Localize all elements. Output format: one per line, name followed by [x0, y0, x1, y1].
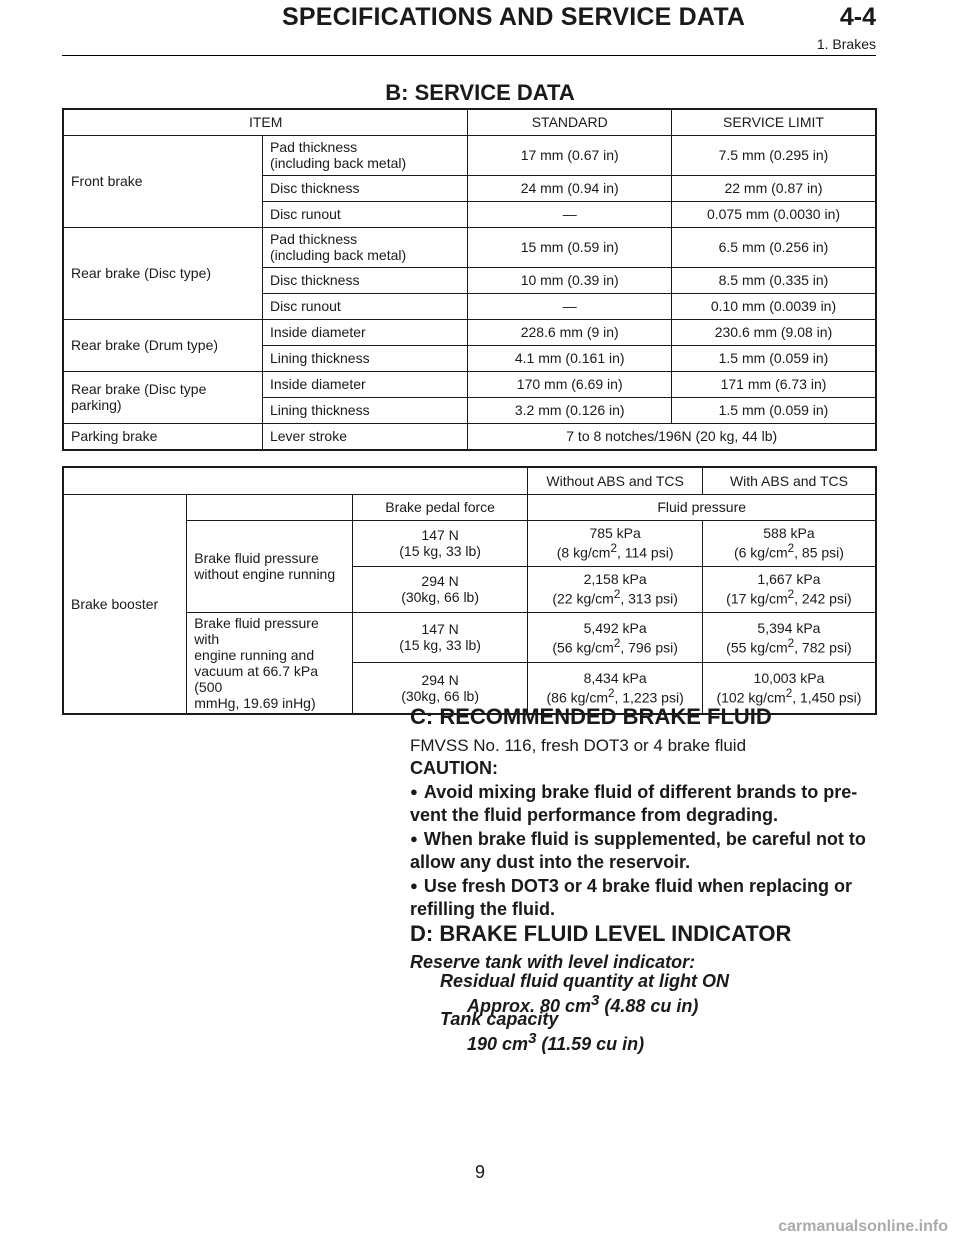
group-label: Brake fluid pressure without engine running: [187, 520, 353, 612]
standard-cell: 10 mm (0.39 in): [468, 267, 672, 293]
header-item: ITEM: [63, 109, 468, 135]
standard-cell: 4.1 mm (0.161 in): [468, 345, 672, 371]
limit-cell: 8.5 mm (0.335 in): [671, 267, 876, 293]
standard-cell: 170 mm (6.69 in): [468, 371, 672, 397]
with-abs-cell: 588 kPa (6 $kg/cm^2$, 85 psi): [702, 520, 876, 566]
caution-label: CAUTION:: [410, 758, 498, 778]
with-abs-cell: 1,667 kPa (17 $kg/cm^2$, 242 psi): [702, 566, 876, 612]
caution-block: [410, 757, 880, 921]
bullet-icon: ●: [410, 878, 418, 893]
bullet-icon: ●: [410, 784, 418, 799]
with-abs-cell: 10,003 kPa (102 $kg/cm^2$, 1,450 psi): [702, 663, 876, 714]
item-cell: Disc thickness: [262, 267, 467, 293]
header-with-abs: With ABS and TCS: [702, 467, 876, 494]
group-label: Rear brake (Drum type): [63, 319, 262, 371]
standard-cell: 228.6 mm (9 in): [468, 319, 672, 345]
item-cell: Pad thickness (including back metal): [262, 227, 467, 267]
with-abs-cell: 5,394 kPa (55 $kg/cm^2$, 782 psi): [702, 612, 876, 663]
section-c-title: C: RECOMMENDED BRAKE FLUID: [410, 704, 772, 729]
limit-cell: 0.075 mm (0.0030 in): [671, 201, 876, 227]
residual-value: Approx. 80 $cm^3$ (4.88 cu in): [467, 992, 699, 1016]
fluid-spec-text: FMVSS No. 116, fresh DOT3 or 4 brake fluid: [410, 736, 747, 755]
limit-cell: 1.5 mm (0.059 in): [671, 397, 876, 423]
table-row: [63, 135, 876, 175]
residual-label: Residual fluid quantity at light ON: [440, 971, 730, 991]
booster-label: Brake booster: [63, 494, 187, 714]
pedal-force-cell: 294 N (30kg, 66 lb): [352, 566, 528, 612]
table-row: [63, 319, 876, 345]
item-cell: Lining thickness: [262, 397, 467, 423]
reserve-tank-label: Reserve tank with level indicator:: [410, 952, 696, 972]
standard-cell: 15 mm (0.59 in): [468, 227, 672, 267]
limit-cell: 0.10 mm (0.0039 in): [671, 293, 876, 319]
header-title: SPECIFICATIONS AND SERVICE DATA: [282, 3, 746, 31]
group-label: Rear brake (Disc type parking): [63, 371, 262, 423]
without-abs-cell: 785 kPa (8 $kg/cm^2$, 114 psi): [528, 520, 703, 566]
group-label: Rear brake (Disc type): [63, 227, 262, 319]
pedal-force-cell: 147 N (15 kg, 33 lb): [352, 520, 528, 566]
header-without-abs: Without ABS and TCS: [528, 467, 703, 494]
standard-cell: 17 mm (0.67 in): [468, 135, 672, 175]
section-d-title: D: BRAKE FLUID LEVEL INDICATOR: [410, 921, 792, 946]
without-abs-cell: 8,434 kPa (86 $kg/cm^2$, 1,223 psi): [528, 663, 703, 714]
tank-capacity-value: 190 $cm^3$ (11.59 cu in): [467, 1030, 645, 1054]
pedal-force-header: Brake pedal force: [352, 494, 528, 520]
table-row: [63, 423, 876, 450]
watermark: carmanualsonline.info: [778, 1218, 948, 1235]
table-row: [63, 494, 876, 520]
header-service-limit: SERVICE LIMIT: [671, 109, 876, 135]
empty-cell: [187, 494, 353, 520]
item-cell: Lever stroke: [262, 423, 467, 450]
limit-cell: 171 mm (6.73 in): [671, 371, 876, 397]
fluid-pressure-header: Fluid pressure: [528, 494, 876, 520]
item-cell: Inside diameter: [262, 371, 467, 397]
item-cell: Pad thickness (including back metal): [262, 135, 467, 175]
header-subtitle: 1. Brakes: [816, 36, 876, 52]
bullet-icon: ●: [410, 831, 418, 846]
without-abs-cell: 5,492 kPa (56 $kg/cm^2$, 796 psi): [528, 612, 703, 663]
table-header-row: [63, 467, 876, 494]
caution-item: ● Use fresh DOT3 or 4 brake fluid when replacing or refilling the fluid.: [410, 876, 852, 919]
header-standard: STANDARD: [468, 109, 672, 135]
table-header-row: [63, 109, 876, 135]
value-cell: 7 to 8 notches/196N (20 kg, 44 lb): [468, 423, 876, 450]
caution-item: ● When brake fluid is supplemented, be careful not to allow any dust into the reservoir.: [410, 829, 866, 872]
standard-cell: 3.2 mm (0.126 in): [468, 397, 672, 423]
table-row: [63, 371, 876, 397]
tank-capacity-label: Tank capacity: [440, 1009, 559, 1029]
limit-cell: 6.5 mm (0.256 in): [671, 227, 876, 267]
limit-cell: 230.6 mm (9.08 in): [671, 319, 876, 345]
pedal-force-cell: 294 N (30kg, 66 lb): [352, 663, 528, 714]
page-number: 9: [474, 1162, 485, 1182]
standard-cell: —: [468, 201, 672, 227]
brake-booster-table: [62, 466, 877, 715]
header-rule: [62, 55, 876, 56]
without-abs-cell: 2,158 kPa (22 $kg/cm^2$, 313 psi): [528, 566, 703, 612]
item-cell: Disc thickness: [262, 175, 467, 201]
empty-header-cell: [63, 467, 528, 494]
section-b-title: B: SERVICE DATA: [385, 80, 575, 105]
header-section-number: 4-4: [839, 3, 876, 31]
limit-cell: 7.5 mm (0.295 in): [671, 135, 876, 175]
item-cell: Disc runout: [262, 201, 467, 227]
group-label: Parking brake: [63, 423, 262, 450]
item-cell: Inside diameter: [262, 319, 467, 345]
standard-cell: —: [468, 293, 672, 319]
item-cell: Disc runout: [262, 293, 467, 319]
group-label: Brake fluid pressure with engine running and vacuum at 66.7 kPa (500 mmHg, 19.69 inHg): [187, 612, 353, 714]
service-data-table: [62, 108, 877, 451]
limit-cell: 22 mm (0.87 in): [671, 175, 876, 201]
limit-cell: 1.5 mm (0.059 in): [671, 345, 876, 371]
standard-cell: 24 mm (0.94 in): [468, 175, 672, 201]
table-row: [63, 227, 876, 267]
caution-item: ● Avoid mixing brake fluid of different brands to pre-vent the fluid performance from degrading.: [410, 782, 858, 825]
item-cell: Lining thickness: [262, 345, 467, 371]
pedal-force-cell: 147 N (15 kg, 33 lb): [352, 612, 528, 663]
group-label: Front brake: [63, 135, 262, 227]
